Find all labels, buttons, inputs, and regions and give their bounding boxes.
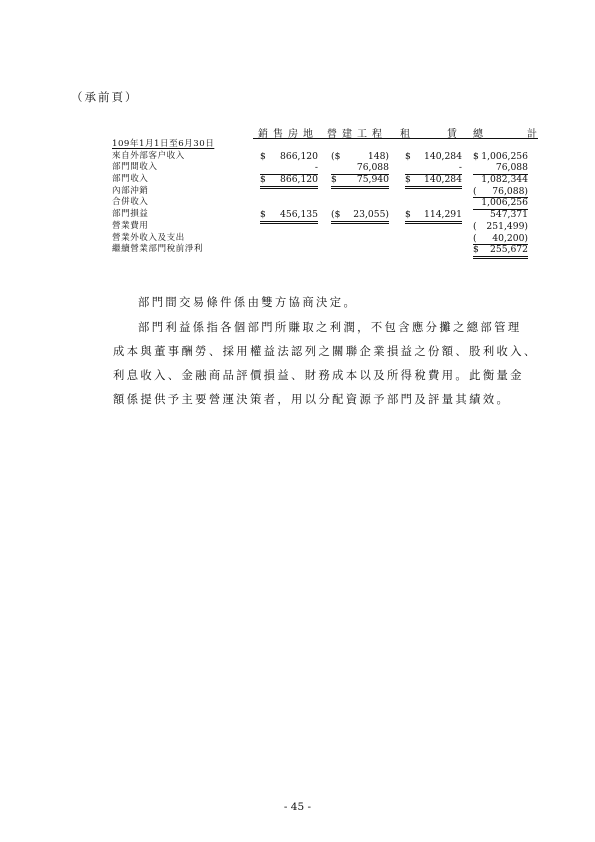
cell-leasing: $ 114,291 bbox=[405, 209, 462, 224]
cell-total: 547,371 bbox=[490, 209, 528, 221]
header-leasing: 租賃 bbox=[400, 129, 494, 140]
cell-total: 1,082,344 bbox=[481, 174, 528, 186]
period-label: 109年1月1日至6月30日 bbox=[112, 139, 215, 149]
cell-total: 1,006,256 bbox=[473, 197, 528, 210]
row-label: 內部沖銷 bbox=[112, 185, 149, 196]
segment-table bbox=[112, 139, 542, 256]
row-label: 部門收入 bbox=[112, 174, 149, 185]
cell-property-sales: $ 866,120 bbox=[260, 174, 318, 189]
cell-construction: ($ 23,055) bbox=[331, 209, 389, 224]
cell-total: $ 255,672 bbox=[473, 244, 528, 259]
cell-leasing: $ 140,284 bbox=[405, 174, 462, 189]
cell-property-sales: $ 456,135 bbox=[260, 209, 318, 224]
cell-total: ( 76,088) bbox=[473, 185, 528, 197]
header-property-sales: 銷售房地 bbox=[258, 129, 318, 140]
cell-construction: 76,088 bbox=[331, 162, 389, 175]
table-row bbox=[112, 221, 542, 233]
table-row bbox=[112, 209, 542, 221]
cell-total: 76,088 bbox=[473, 162, 528, 175]
continued-label: （承前頁） bbox=[71, 90, 139, 104]
table-row bbox=[112, 174, 542, 186]
cell-total: $ 1,006,256 bbox=[473, 150, 528, 162]
table-row bbox=[112, 244, 542, 256]
row-label: 部門間收入 bbox=[112, 162, 158, 173]
page-number: - 45 - bbox=[283, 801, 312, 813]
header-total: 總計 bbox=[473, 129, 581, 140]
cell-construction: $ 75,940 bbox=[331, 174, 389, 189]
cell-total: ( 251,499) bbox=[473, 220, 528, 232]
cell-property-sales: $ 866,120 bbox=[260, 150, 318, 162]
table-row bbox=[112, 151, 542, 163]
row-label: 來自外部客户收入 bbox=[112, 150, 185, 161]
paragraph-line: 額係提供予主要營運決策者，用以分配資源予部門及評量其績效。 bbox=[113, 393, 511, 406]
cell-total: ( 40,200) bbox=[473, 232, 528, 244]
table-row bbox=[112, 186, 542, 198]
table-row bbox=[112, 233, 542, 245]
table-row bbox=[112, 197, 542, 209]
table-row bbox=[112, 162, 542, 174]
header-construction: 營建工程 bbox=[327, 129, 387, 140]
cell-property-sales: - bbox=[260, 162, 318, 175]
row-label: 營業外收入及支出 bbox=[112, 232, 185, 243]
table-row-period bbox=[112, 139, 542, 151]
cell-leasing: $ 140,284 bbox=[405, 150, 462, 162]
cell-construction: ($ 148) bbox=[331, 150, 389, 162]
paragraph-line: 成本與董事酬勞、採用權益法認列之關聯企業損益之份額、股利收入、 bbox=[113, 345, 538, 358]
row-label: 繼續營業部門稅前淨利 bbox=[112, 244, 203, 255]
cell-leasing: - bbox=[405, 162, 462, 175]
row-label: 營業費用 bbox=[112, 220, 149, 231]
paragraph-intersegment-terms: 部門間交易條件係由雙方協商決定。 bbox=[138, 296, 358, 309]
paragraph-line: 利息收入、金融商品評價損益、財務成本以及所得稅費用。此衡量金 bbox=[113, 369, 524, 382]
row-label: 合併收入 bbox=[112, 197, 149, 208]
row-label: 部門損益 bbox=[112, 209, 149, 220]
paragraph-line: 部門利益係指各個部門所賺取之利潤，不包含應分攤之總部管理 bbox=[138, 321, 522, 334]
